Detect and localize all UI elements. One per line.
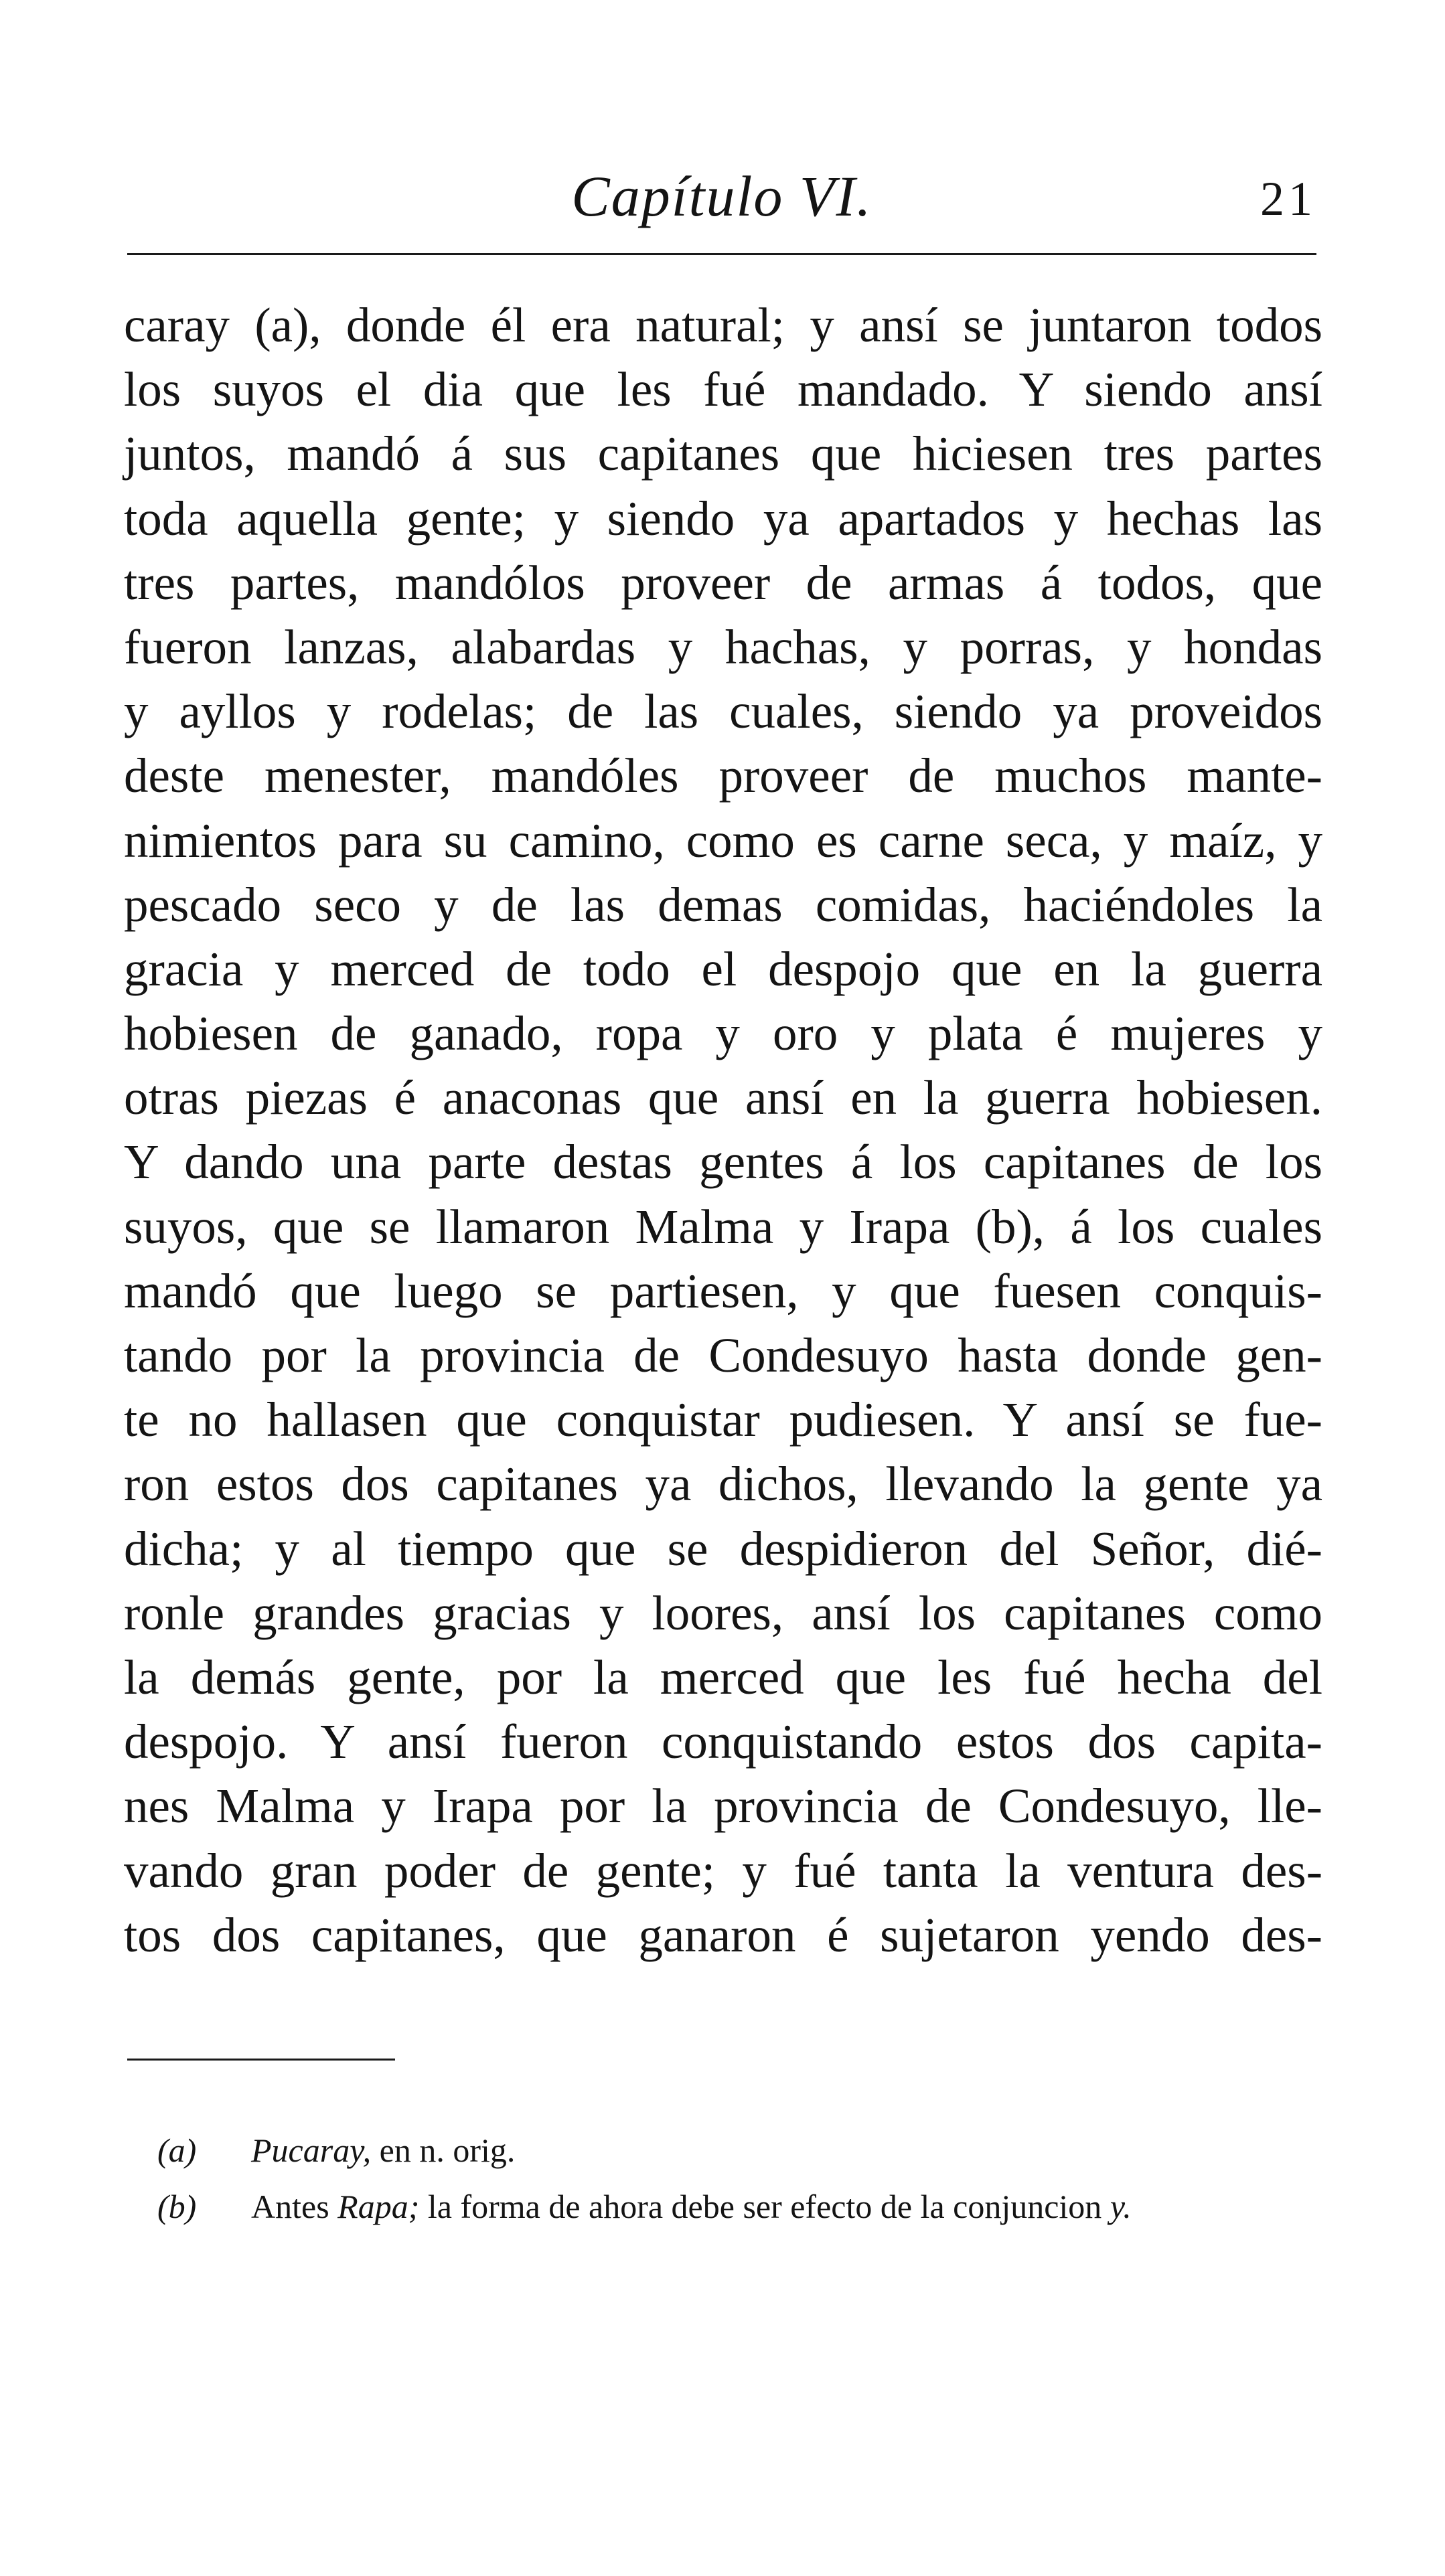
text-line: ronle grandes gracias y loores, ansí los capitanes como <box>124 1585 1322 1640</box>
text-line: caray (a), donde él era natural; y ansí se juntaron todos <box>124 298 1322 352</box>
footnote-italic-word: Rapa; <box>337 2188 420 2225</box>
text-line: otras piezas é anaconas que ansí en la guerra hobiesen. <box>124 1070 1322 1125</box>
text-line: gracia y merced de todo el despojo que en la guerra <box>124 941 1322 996</box>
footnote-italic-word: Pucaray, <box>251 2131 372 2169</box>
text-line: te no hallasen que conquistar pudiesen. Y ansí se fue- <box>124 1392 1322 1447</box>
text-line: Y dando una parte destas gentes á los capitanes de los <box>124 1135 1322 1190</box>
text-line: suyos, que se llamaron Malma y Irapa (b), á los cuales <box>124 1199 1322 1254</box>
text-line: ron estos dos capitanes ya dichos, llevando la gente ya <box>124 1457 1322 1512</box>
text-line: nimientos para su camino, como es carne seca, y maíz, y <box>124 813 1322 868</box>
header-rule <box>127 253 1316 255</box>
footnotes <box>157 2122 1322 2235</box>
text-line: tos dos capitanes, que ganaron é sujetaron yendo des- <box>124 1907 1322 1962</box>
text-line: nes Malma y Irapa por la provincia de Condesuyo, lle- <box>124 1779 1322 1834</box>
text-line: juntos, mandó á sus capitanes que hiciesen tres partes <box>124 426 1322 481</box>
footnote-lead: Antes <box>251 2188 329 2225</box>
footnote-mark: (a) <box>157 2131 197 2169</box>
running-head <box>127 159 1316 233</box>
text-line: deste menester, mandóles proveer de muchos mante- <box>124 748 1322 803</box>
footnote-rule <box>127 2059 395 2061</box>
footnote-b <box>157 2178 1322 2235</box>
text-line: dicha; y al tiempo que se despidieron del Señor, dié- <box>124 1521 1322 1576</box>
text-line: vando gran poder de gente; y fué tanta la ventura des- <box>124 1843 1322 1898</box>
text-line: los suyos el dia que les fué mandado. Y siendo ansí <box>124 362 1322 417</box>
text-line: y ayllos y rodelas; de las cuales, siendo ya proveidos <box>124 684 1322 739</box>
text-line: hobiesen de ganado, ropa y oro y plata é mujeres y <box>124 1006 1322 1061</box>
footnote-text: la forma de ahora debe ser efecto de la conjuncion <box>427 2188 1102 2225</box>
text-line: despojo. Y ansí fueron conquistando estos dos capita- <box>124 1714 1322 1769</box>
text-line: tres partes, mandólos proveer de armas á todos, que <box>124 555 1322 610</box>
text-line: tando por la provincia de Condesuyo hasta donde gen- <box>124 1328 1322 1382</box>
text-line: mandó que luego se partiesen, y que fuesen conquis- <box>124 1263 1322 1318</box>
text-line: toda aquella gente; y siendo ya apartados y hechas las <box>124 491 1322 546</box>
footnote-mark: (b) <box>157 2188 197 2225</box>
footnote-italic-tail: y. <box>1110 2188 1132 2225</box>
chapter-title: Capítulo VI. <box>571 164 872 228</box>
text-line: la demás gente, por la merced que les fué hecha del <box>124 1649 1322 1704</box>
body-text <box>124 293 1322 1967</box>
footnote-text: en n. orig. <box>379 2131 516 2169</box>
page-number: 21 <box>1260 172 1316 226</box>
text-line: pescado seco y de las demas comidas, haciéndoles la <box>124 877 1322 932</box>
footnote-a <box>157 2122 1322 2178</box>
text-line: fueron lanzas, alabardas y hachas, y porras, y hondas <box>124 619 1322 674</box>
